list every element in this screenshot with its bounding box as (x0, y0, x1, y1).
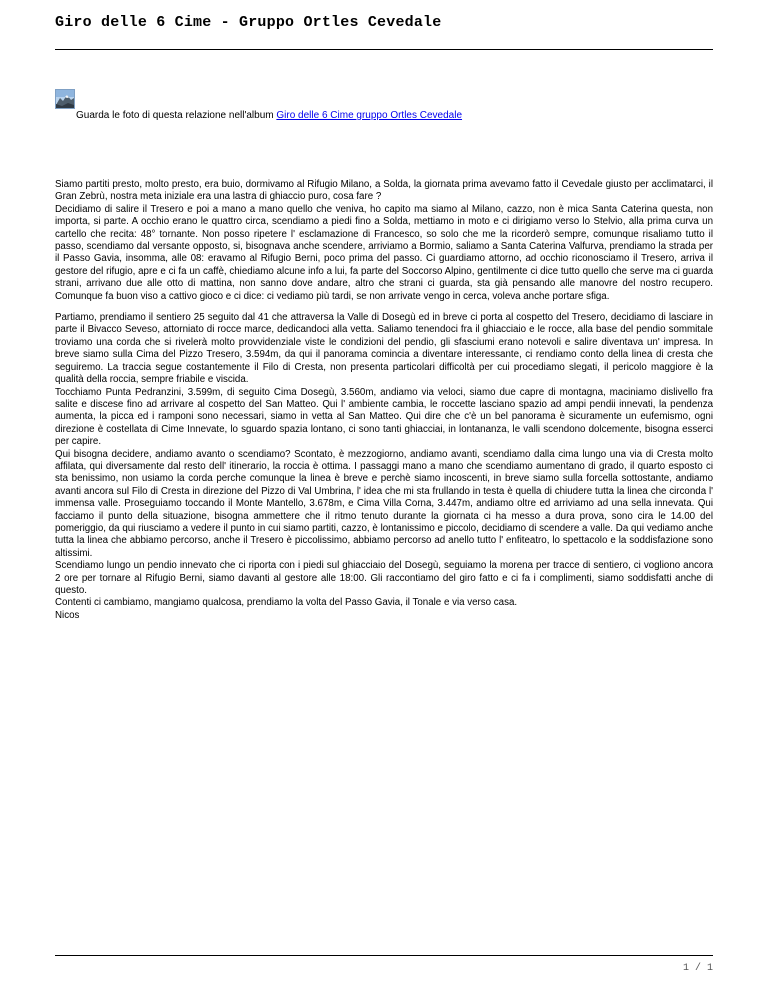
report-body (55, 179, 713, 631)
footer-divider (55, 955, 713, 956)
report-paragraph: Siamo partiti presto, molto presto, era buio, dormivamo al Rifugio Milano, a Solda, la giornata prima avevamo fatto il Cevedale giusto per acclimatarci, il Gran Zebrù, nostra meta iniziale era una lastra di ghiaccio puro, cosa fare ? Decidiamo di salire il Tresero e poi a mano a mano quello che veniva, ho capito ma siamo al Milano, cazzo, non è mica Santa Caterina questa, non importa, si parte. A occhio erano le quattro circa, scendiamo a piedi fino a Solda, mettiamo in moto e ci dirigiamo verso lo Stelvio, alla prima curva un cartello che recita: 48° tornante. Non posso ripetere l' esclamazione di Francesco, so solo che me la ricorderò sempre, comunque risaliamo tutto il passo, scendiamo dal versante opposto, si, bisognava anche scendere, arriviamo a Bormio, saliamo a Santa Caterina Valfurva, prendiamo la strada per il Passo Gavia, insomma, alle 08: eravamo al Rifugio Berni, poco prima del passo. Ci guardiamo attorno, ad occhio riconosciamo il Tresero, arriva il gestore del rifugio, apre e ci fa un caffè, chiediamo alcune info a lui, fa parte del Soccorso Alpino, gentilmente ci dice tutto quello che serve ma ci guarda strani, arrivano due alle otto di mattina, non sanno dove andare, altro che strani ci guarda, sta già pensando alle manovre del nostro recupero. Comunque fa buon viso a cattivo gioco e ci dice: ci vediamo più tardi, se non arrivate vengo in cerca, voleva anche portare sfiga. (55, 179, 713, 302)
album-reference (76, 110, 462, 121)
document-title: Giro delle 6 Cime - Gruppo Ortles Cevedale (55, 14, 442, 31)
report-paragraph: Partiamo, prendiamo il sentiero 25 seguito dal 41 che attraversa la Valle di Dosegù ed in breve ci porta al cospetto del Tresero, decidiamo di lasciare in parte il Bivacco Seveso, attorniato di rocce marce, dedicandoci alla vetta. Saliamo tenendoci fra il ghiacciaio e le rocce, alla base del pendio sommitale troviamo una corda che si rivelerà molto provvidenziale viste le condizioni del pendio, gli sfasciumi erano notevoli e salire diventava un' impresa. In breve siamo sulla Cima del Pizzo Tresero, 3.594m, da qui il panorama comincia a diventare interessante, ci rendiamo conto della linea di cresta che seguiremo. La traccia segue costantemente il Filo di Cresta, non presenta particolari difficoltà per cui procediamo slegati, il pericolo maggiore è la qualità della roccia, sempre friabile e viscida. Tocchiamo Punta Pedranzini, 3.599m, di seguito Cima Dosegù, 3.560m, andiamo via veloci, siamo due capre di montagna, maciniamo dislivello fra salite e discese fino ad arrivare al cospetto del San Matteo. Qui l' ambiente cambia, le roccette lasciano spazio ad ampi pendii innevati, la pendenza aumenta, la picca ed i ramponi sono necessari, siamo in vetta al San Matteo. Qui dire che c'è un bel panorama è sicuramente un eufemismo, ogni direzione è costellata di Cime Innevate, lo sguardo spazia lontano, ci sono tanti ghiacciai, in lontananza, le valli scendono dolcemente, bisogna esserci per capire. Qui bisogna decidere, andiamo avanto o scendiamo? Scontato, è mezzogiorno, andiamo avanti, scendiamo dalla cima lungo una via di Cresta molto affilata, qui diversamente dal resto dell' itinerario, la roccia è ottima. I passaggi mano a mano che scendiamo aumentano di grado, il quarto esposto ci sta benissimo, non usiamo la corda perche comunque la linea è breve e perchè siamo incoscenti, in breve siamo sulla forcella sottostante, andiamo avanti ancora sul Filo di Cresta in direzione del Pizzo di Val Umbrina, l' idea che mi sta frullando in testa è quella di chiudere tutta la linea che circonda l' immensa valle. Proseguiamo toccando il Monte Mantello, 3.678m, e Cima Villa Corna, 3.447m, andiamo oltre ed arriviamo ad una sella innevata. Qui facciamo il punto della situazione, bisogna ammettere che il ritmo tenuto durante la giornata ci ha messo a dura prova, sono cira le 14.00 del pomeriggio, da qui riusciamo a vedere il punto in cui siamo partiti, cazzo, è lontanissimo e piccolo, decidiamo di scendere a valle. Da qui vediamo anche tutta la linea che abbiamo percorso, anche il Tresero è piccolissimo, abbiamo percorso ad anello tutto l' enfiteatro, lo spettacolo e la soddisfazione sono altissimi. Scendiamo lungo un pendio innevato che ci riporta con i piedi sul ghiacciaio del Dosegù, seguiamo la morena per tracce di sentiero, ci vogliono ancora 2 ore per tornare al Rifugio Berni, siamo davanti al gestore alle 18:00. Gli raccontiamo del giro fatto e ci fa i complimenti, siamo soddisfatti anche di questo. Contenti ci cambiamo, mangiamo qualcosa, prendiamo la volta del Passo Gavia, il Tonale e via verso casa. Nicos (55, 312, 713, 621)
mountain-photo-thumbnail-icon[interactable] (55, 89, 75, 109)
album-link[interactable]: Giro delle 6 Cime gruppo Ortles Cevedale (276, 110, 463, 121)
title-divider (55, 49, 713, 50)
album-prefix: Guarda le foto di questa relazione nell'album (76, 110, 277, 121)
page-number: 1 / 1 (682, 963, 713, 974)
